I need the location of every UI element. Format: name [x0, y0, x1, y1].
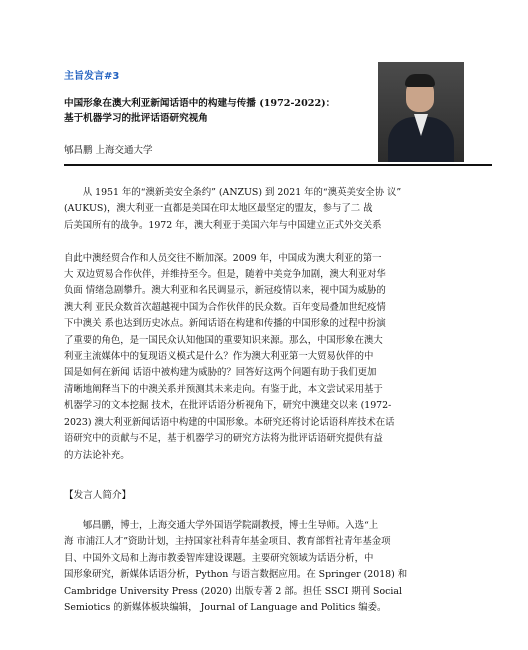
abstract-line: 机器学习的文本挖掘 技术，在批评话语分析视角下，研究中澳建交以来 (1972-: [64, 400, 392, 412]
talk-title: [64, 96, 384, 126]
speaker-portrait-icon: [378, 62, 464, 162]
abstract-line: 负面 情绪急剧攀升。澳大利亚和名民调显示，新冠疫情以来，视中国为威胁的: [64, 285, 386, 297]
abstract-line: 大 双边贸易合作伙伴，并维持至今。但是，随着中美竞争加剧，澳大利亚对华: [64, 269, 386, 281]
intro-line: Semiotics 的新媒体板块编辑， Journal of Language and Politics 编委。: [64, 602, 387, 614]
section-label: 主旨发言#3: [64, 71, 120, 82]
abstract-line: 的方法论补充。: [64, 449, 130, 461]
abstract-line: [64, 234, 474, 250]
talk-title-line-1: 中国形象在澳大利亚新闻话语中的构建与传播 (1972-2022)：: [64, 98, 336, 109]
speaker-intro-heading: 【发言人简介】: [64, 490, 132, 501]
abstract-line: 国是如何在新闻 话语中被构建为威胁的？回答好这两个问题有助于我们更加: [64, 367, 377, 379]
intro-line: Cambridge University Press (2020) 出版专著 2 部。担任 SSCI 期刊 Social: [64, 585, 402, 597]
intro-line: 目、中国外文局和上海市教委智库建设课题。主要研究领域为话语分析，中: [64, 552, 374, 564]
abstract-line: 后美国所有的战争。1972 年，澳大利亚于美国六年与中国建立正式外交关系: [64, 219, 382, 231]
abstract-line: 下中澳关 系也达到历史冰点。新闻话语在构建和传播的中国形象的过程中扮演: [64, 318, 386, 330]
intro-line: 海 市浦江人才”资助计划，主持国家社科青年基金项目、教育部哲社青年基金项: [64, 536, 391, 548]
speaker-name-affiliation: 郇昌鹏 上海交通大学: [64, 145, 153, 156]
portrait-hair: [405, 74, 435, 87]
intro-line: 国形象研究，新媒体话语分析，Python 与语言数据应用。在 Springer (2018) 和: [64, 569, 408, 581]
abstract-line: 2023) 澳大利亚新闻话语中构建的中国形象。本研究还将讨论话语科库技术在话: [64, 416, 395, 428]
header-divider: [64, 164, 492, 166]
abstract-line: 语研究中的贡献与不足，基于机器学习的研究方法将为批评话语研究提供有益: [64, 433, 383, 445]
speaker-intro-paragraph: [64, 518, 474, 616]
abstract-line: 从 1951 年的“澳新美安全条约” (ANZUS) 到 2021 年的“澳英美安全协 议”: [64, 187, 402, 198]
intro-line: 郇昌鹏，博士，上海交通大学外国语学院副教授，博士生导师。入选“上: [64, 520, 379, 531]
abstract-line: 了重要的角色，是一国民众认知他国的重要知识来源。那么，中国形象在澳大: [64, 334, 383, 346]
talk-title-line-2: 基于机器学习的批评话语研究视角: [64, 113, 208, 124]
abstract-line: (AUKUS)，澳大利亚一直都是美国在印太地区最坚定的盟友，参与了二 战: [64, 203, 373, 215]
abstract-line: 清晰地阐释当下的中澳关系并预测其未来走向。有鉴于此，本文尝试采用基于: [64, 383, 383, 395]
abstract-paragraph: [64, 185, 474, 464]
abstract-line: 自此中澳经贸合作和人员交往不断加深。2009 年，中国成为澳大利亚的第一: [64, 252, 382, 264]
abstract-line: 澳大利 亚民众数首次超越视中国为合作伙伴的民众数。百年变局叠加世纪疫情: [64, 301, 386, 313]
abstract-line: 利亚主流媒体中的复现语义模式是什么？作为澳大利亚第一大贸易伙伴的中: [64, 351, 374, 363]
